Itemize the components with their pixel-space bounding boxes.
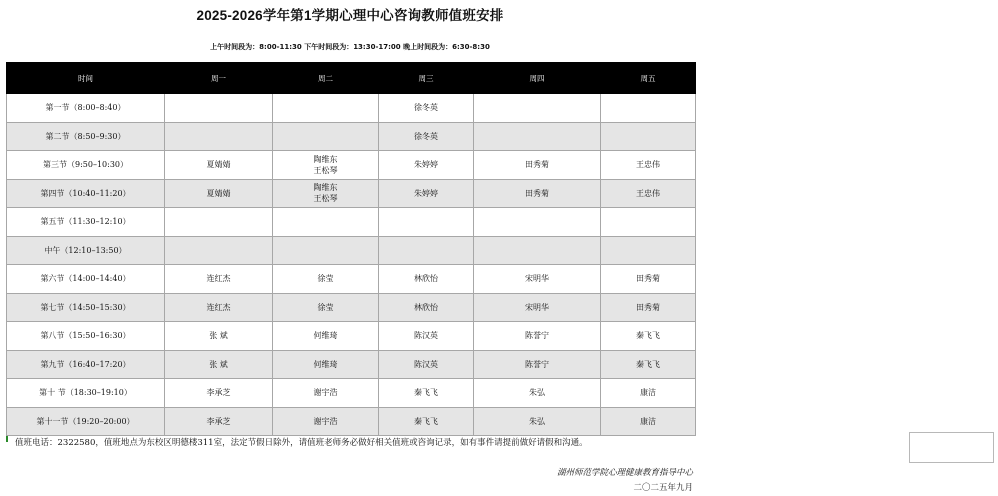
column-header-time: 时间: [7, 63, 165, 94]
cell-tuesday: 陶维东 王松琴: [273, 179, 379, 208]
table-row: [7, 122, 696, 151]
table-row: [7, 236, 696, 265]
cell-wednesday: 徐冬英: [379, 94, 474, 123]
cell-time: 第七节（14:50–15:30）: [7, 293, 165, 322]
cell-friday: 秦飞飞: [601, 350, 696, 379]
cell-wednesday: 朱婷婷: [379, 179, 474, 208]
cell-friday: 田秀菊: [601, 265, 696, 294]
cell-wednesday: [379, 208, 474, 237]
cell-monday: 李承芝: [165, 407, 273, 436]
cell-thursday: [474, 208, 601, 237]
cell-thursday: [474, 94, 601, 123]
table-row: [7, 379, 696, 408]
cell-thursday: 陈誉宁: [474, 322, 601, 351]
cell-time: 第八节（15:50–16:30）: [7, 322, 165, 351]
cell-wednesday: [379, 236, 474, 265]
column-header-friday: 周五: [601, 63, 696, 94]
cell-friday: 秦飞飞: [601, 322, 696, 351]
column-header-wednesday: 周三: [379, 63, 474, 94]
cell-tuesday: 谢宇浩: [273, 379, 379, 408]
cell-tuesday: 何维琦: [273, 350, 379, 379]
cell-monday: [165, 94, 273, 123]
table-row: [7, 208, 696, 237]
cell-wednesday: 秦飞飞: [379, 407, 474, 436]
cell-friday: [601, 122, 696, 151]
cell-wednesday: 林欣怡: [379, 293, 474, 322]
cell-friday: [601, 236, 696, 265]
cell-wednesday: 徐冬英: [379, 122, 474, 151]
cell-time: 第五节（11:30–12:10）: [7, 208, 165, 237]
cell-friday: 王忠伟: [601, 151, 696, 180]
cell-tuesday: 何维琦: [273, 322, 379, 351]
column-header-tuesday: 周二: [273, 63, 379, 94]
cell-tuesday: 陶维东 王松琴: [273, 151, 379, 180]
cell-monday: [165, 236, 273, 265]
column-header-monday: 周一: [165, 63, 273, 94]
duty-note: [6, 436, 696, 450]
cell-wednesday: 秦飞飞: [379, 379, 474, 408]
schedule-table: [6, 62, 696, 436]
cell-tuesday: 徐莹: [273, 293, 379, 322]
cell-tuesday: [273, 122, 379, 151]
cell-friday: [601, 94, 696, 123]
cell-time: 第三节（9:50–10:30）: [7, 151, 165, 180]
cell-thursday: 宋明华: [474, 293, 601, 322]
cell-tuesday: [273, 208, 379, 237]
cell-time: 第十 节（18:30–19:10）: [7, 379, 165, 408]
cell-tuesday: 谢宇浩: [273, 407, 379, 436]
cell-thursday: 朱弘: [474, 407, 601, 436]
cell-thursday: 宋明华: [474, 265, 601, 294]
time-periods-subtitle: 上午时间段为：8:00-11:30 下午时间段为：13:30-17:00 晚上时间段为：6:30-8:30: [210, 43, 490, 51]
table-row: [7, 94, 696, 123]
cell-monday: [165, 208, 273, 237]
cell-time: 第二节（8:50–9:30）: [7, 122, 165, 151]
cell-thursday: [474, 122, 601, 151]
cell-thursday: 陈誉宁: [474, 350, 601, 379]
table-row: [7, 350, 696, 379]
cell-monday: 李承芝: [165, 379, 273, 408]
cell-tuesday: [273, 236, 379, 265]
cell-time: 第九节（16:40–17:20）: [7, 350, 165, 379]
cell-monday: [165, 122, 273, 151]
cell-time: 第四节（10:40–11:20）: [7, 179, 165, 208]
cell-time: 中午（12:10–13:50）: [7, 236, 165, 265]
cell-time: 第六节（14:00–14:40）: [7, 265, 165, 294]
table-row: [7, 265, 696, 294]
empty-text-box[interactable]: [909, 432, 994, 463]
cell-monday: 连红杰: [165, 265, 273, 294]
schedule-body: [7, 94, 696, 436]
cell-time: 第十一节（19:20–20:00）: [7, 407, 165, 436]
table-row: [7, 293, 696, 322]
cell-time: 第一节（8:00–8:40）: [7, 94, 165, 123]
table-header-row: [7, 63, 696, 94]
cell-thursday: 田秀菊: [474, 151, 601, 180]
table-row: [7, 151, 696, 180]
cell-monday: 夏婧婧: [165, 151, 273, 180]
cell-thursday: [474, 236, 601, 265]
cell-friday: 康洁: [601, 379, 696, 408]
cell-friday: 王忠伟: [601, 179, 696, 208]
table-row: [7, 407, 696, 436]
cell-thursday: 田秀菊: [474, 179, 601, 208]
cell-monday: 连红杰: [165, 293, 273, 322]
cell-wednesday: 朱婷婷: [379, 151, 474, 180]
cell-thursday: 朱弘: [474, 379, 601, 408]
column-header-thursday: 周四: [474, 63, 601, 94]
cell-wednesday: 陈汉英: [379, 322, 474, 351]
cell-monday: 张 斌: [165, 322, 273, 351]
cell-monday: 张 斌: [165, 350, 273, 379]
cell-tuesday: 徐莹: [273, 265, 379, 294]
table-row: [7, 322, 696, 351]
duty-note-text: 值班电话：2322580，值班地点为东校区明德楼311室，法定节假日除外，请值班老师务必做好相关值班或咨询记录，如有事件请提前做好请假和沟通。: [15, 438, 588, 448]
document-date: 二〇二五年九月: [633, 483, 693, 493]
organization-signature: 湖州师范学院心理健康教育指导中心: [556, 468, 693, 478]
page-title: 2025-2026学年第1学期心理中心咨询教师值班安排: [196, 8, 504, 23]
cell-monday: 夏婧婧: [165, 179, 273, 208]
cell-tuesday: [273, 94, 379, 123]
cell-friday: 田秀菊: [601, 293, 696, 322]
cell-wednesday: 陈汉英: [379, 350, 474, 379]
cell-wednesday: 林欣怡: [379, 265, 474, 294]
cell-friday: 康洁: [601, 407, 696, 436]
table-row: [7, 179, 696, 208]
cell-friday: [601, 208, 696, 237]
